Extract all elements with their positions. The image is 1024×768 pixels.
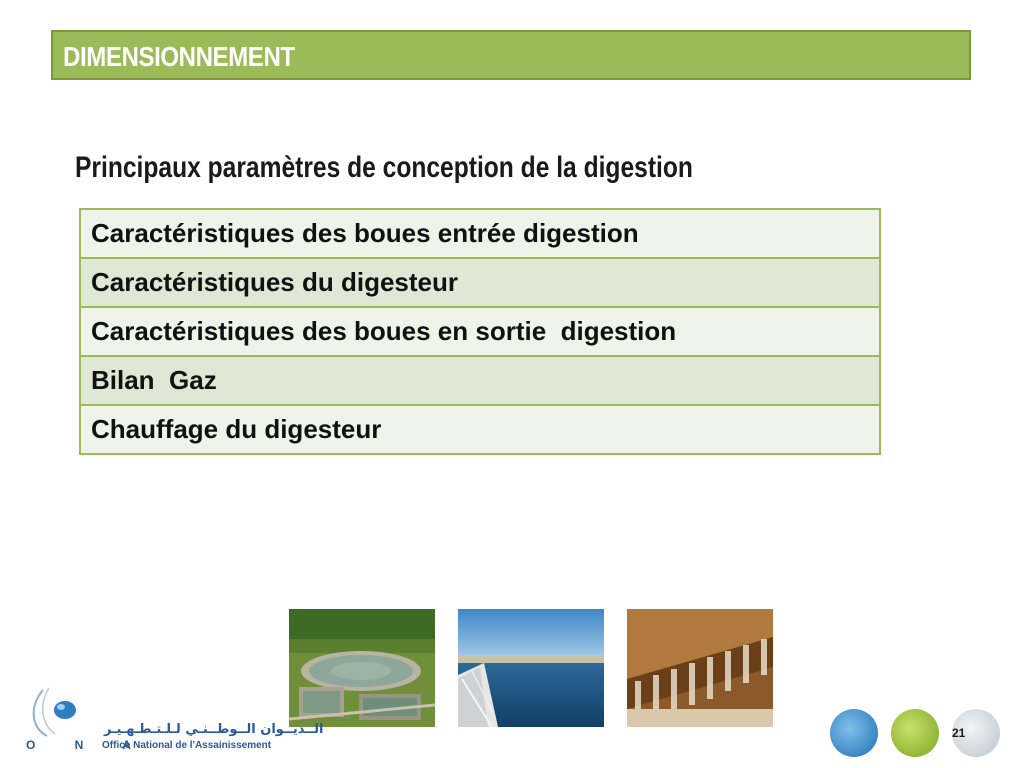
photo-weir <box>627 609 773 727</box>
table-row <box>80 356 880 405</box>
table-cell: Caractéristiques des boues entrée digestion <box>80 209 880 258</box>
blue-circle-icon <box>830 709 878 757</box>
page-number: 21 <box>952 726 966 740</box>
title-bar <box>51 30 971 80</box>
section-subtitle: Principaux paramètres de conception de la digestion <box>75 151 693 184</box>
parameters-table <box>79 208 881 455</box>
logo-ona-text: O N A <box>26 738 149 752</box>
green-circle-icon <box>891 709 939 757</box>
table-cell: Caractéristiques des boues en sortie digestion <box>80 307 880 356</box>
table-cell: Bilan Gaz <box>80 356 880 405</box>
table-cell: Caractéristiques du digesteur <box>80 258 880 307</box>
table-cell: Chauffage du digesteur <box>80 405 880 454</box>
page-title: DIMENSIONNEMENT <box>63 41 295 72</box>
table-row <box>80 258 880 307</box>
photo-treatment-plant <box>289 609 435 727</box>
table-row <box>80 209 880 258</box>
table-row <box>80 405 880 454</box>
photo-reservoir <box>458 609 604 727</box>
table-row <box>80 307 880 356</box>
logo-arabic-text: الــديــوان الــوطــنـي لـلـتـطـهـيـر <box>104 722 324 737</box>
logo-english-text: Office National de l'Assainissement <box>102 740 272 751</box>
